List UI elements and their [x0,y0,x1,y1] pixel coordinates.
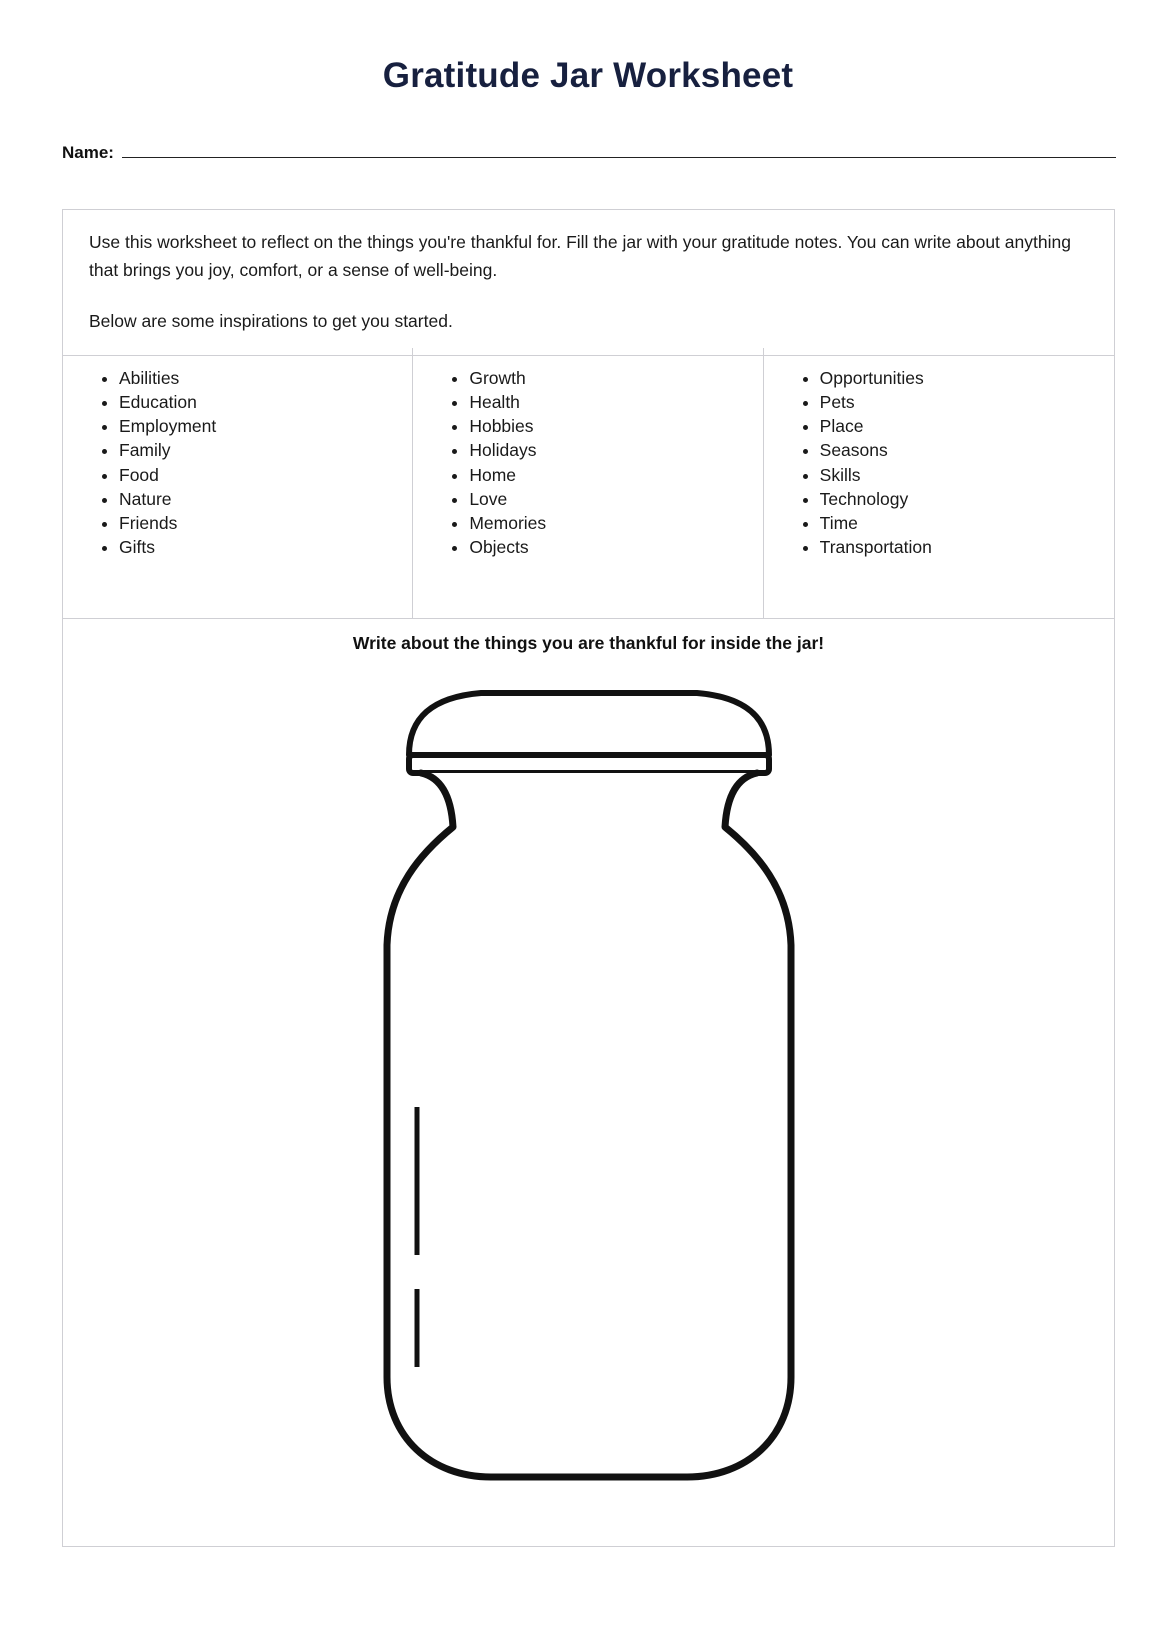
list-item: • Food [119,463,402,487]
inspiration-list-3 [774,366,1104,559]
inspiration-list-2 [423,366,752,559]
intro-paragraph-1: Use this worksheet to reflect on the things you're thankful for. Fill the jar with your gratitude notes. You can write about anything that brings you joy, comfort, or a sense of well-being. [89,232,1071,281]
list-item: • Growth [469,366,752,390]
list-item: • Hobbies [469,414,752,438]
jar-section-heading: Write about the things you are thankful for inside the jar! [352,633,825,653]
list-item: • Technology [820,487,1104,511]
name-row [62,143,1116,163]
inspiration-columns [63,348,1114,619]
list-item: • Abilities [119,366,402,390]
inspiration-column-3 [764,348,1114,618]
name-input[interactable] [122,143,1116,158]
list-item: • Time [820,511,1104,535]
list-item: • Holidays [469,438,752,462]
list-item: • Seasons [820,438,1104,462]
intro-block [63,210,1114,356]
inspiration-column-2 [413,348,763,618]
list-item: • Gifts [119,535,402,559]
list-item: • Opportunities [820,366,1104,390]
intro-paragraph-2: Below are some inspirations to get you started. [89,310,453,331]
list-item: • Education [119,390,402,414]
gratitude-jar-illustration[interactable] [369,677,809,1517]
list-item: • Place [820,414,1104,438]
list-item: • Memories [469,511,752,535]
list-item: • Skills [820,463,1104,487]
list-item: • Pets [820,390,1104,414]
list-item: • Home [469,463,752,487]
jar-writing-area[interactable] [63,677,1114,1517]
inspiration-list-1 [73,366,402,559]
list-item: • Employment [119,414,402,438]
name-label: Name: [62,143,114,162]
list-item: • Nature [119,487,402,511]
list-item: • Transportation [820,535,1104,559]
list-item: • Friends [119,511,402,535]
jar-section [63,619,1114,1547]
list-item: • Family [119,438,402,462]
worksheet-frame [62,209,1115,1547]
inspiration-column-1 [63,348,413,618]
list-item: • Love [469,487,752,511]
list-item: • Objects [469,535,752,559]
list-item: • Health [469,390,752,414]
page-title: Gratitude Jar Worksheet [382,56,794,95]
